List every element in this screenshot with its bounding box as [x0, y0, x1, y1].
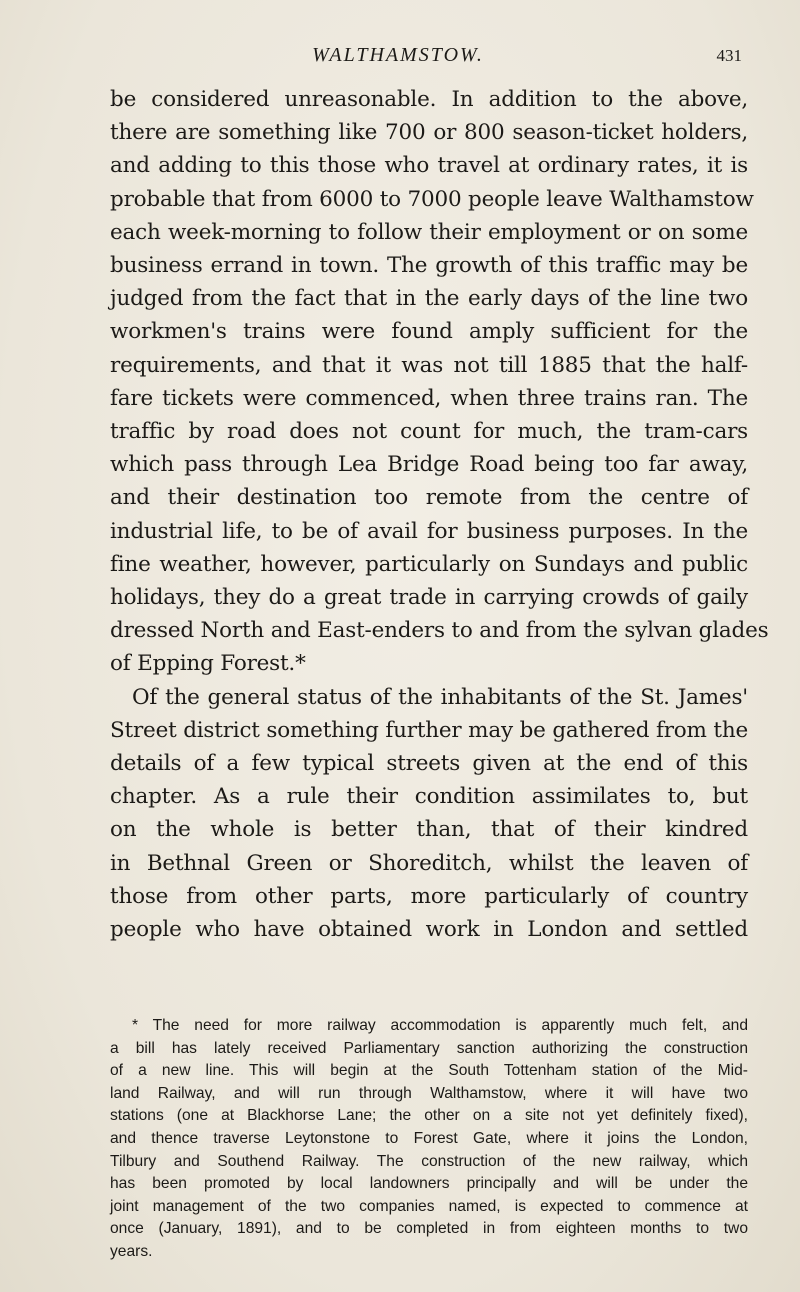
- footnote-line: stations (one at Blackhorse Lane; the other on a site not yet definitely fixed),: [110, 1107, 748, 1125]
- body-line: probable that from 6000 to 7000 people leave Walthamstow: [110, 186, 754, 212]
- body-line: Street district something further may be gathered from the: [110, 717, 748, 743]
- footnote-line: of a new line. This will begin at the South Tottenham station of the Mid-: [110, 1062, 748, 1080]
- body-line: each week-morning to follow their employment or on some: [110, 219, 748, 245]
- body-line: and adding to this those who travel at ordinary rates, it is: [110, 153, 748, 179]
- body-line: those from other parts, more particularly of country: [110, 883, 748, 909]
- footnote-line: Tilbury and Southend Railway. The construction of the new railway, which: [110, 1152, 748, 1170]
- body-line: there are something like 700 or 800 season-ticket holders,: [110, 120, 748, 146]
- body-line: be considered unreasonable. In addition to the above,: [110, 87, 748, 112]
- body-line: which pass through Lea Bridge Road being too far away,: [110, 452, 748, 478]
- body-line: fine weather, however, particularly on Sundays and public: [110, 551, 748, 577]
- body-text: [110, 83, 769, 946]
- body-line: dressed North and East-enders to and from the sylvan glades: [110, 618, 769, 644]
- body-line: on the whole is better than, that of their kindred: [110, 817, 748, 843]
- body-line: requirements, and that it was not till 1885 that the half-: [110, 352, 748, 378]
- body-line: judged from the fact that in the early days of the line two: [110, 286, 748, 312]
- footnote-line: once (January, 1891), and to be completed in from eighteen months to two: [110, 1220, 748, 1238]
- body-line: industrial life, to be of avail for business purposes. In the: [110, 518, 748, 544]
- footnote: [110, 1015, 748, 1264]
- body-line: and their destination too remote from the centre of: [110, 485, 748, 511]
- page-number: 431: [716, 46, 742, 65]
- footnote-line: and thence traverse Leytonstone to Forest Gate, where it joins the London,: [110, 1129, 748, 1147]
- body-line: fare tickets were commenced, when three trains ran. The: [110, 385, 748, 411]
- body-line: business errand in town. The growth of this traffic may be: [110, 253, 748, 279]
- body-line: details of a few typical streets given at the end of this: [110, 751, 748, 777]
- body-line: people who have obtained work in London and settled: [110, 917, 748, 943]
- body-line: of Epping Forest.*: [110, 651, 306, 677]
- body-line: in Bethnal Green or Shoreditch, whilst the leaven of: [110, 850, 748, 876]
- footnote-line: joint management of the two companies named, is expected to commence at: [110, 1197, 748, 1215]
- footnote-line: a bill has lately received Parliamentary sanction authorizing the construction: [110, 1039, 748, 1057]
- footnote-line: land Railway, and will run through Walthamstow, where it will have two: [110, 1084, 748, 1102]
- running-head: [108, 44, 748, 74]
- footnote-line: years.: [110, 1242, 153, 1260]
- body-line: traffic by road does not count for much, the tram-cars: [110, 419, 748, 445]
- footnote-line: * The need for more railway accommodation is apparently much felt, and: [132, 1017, 748, 1034]
- body-line: workmen's trains were found amply sufficient for the: [110, 319, 748, 345]
- body-line: Of the general status of the inhabitants of the St. James': [132, 684, 748, 710]
- footnote-line: has been promoted by local landowners principally and will be under the: [110, 1175, 748, 1193]
- body-line: chapter. As a rule their condition assimilates to, but: [110, 784, 748, 810]
- body-line: holidays, they do a great trade in carrying crowds of gaily: [110, 585, 748, 611]
- running-title: WALTHAMSTOW.: [312, 44, 484, 66]
